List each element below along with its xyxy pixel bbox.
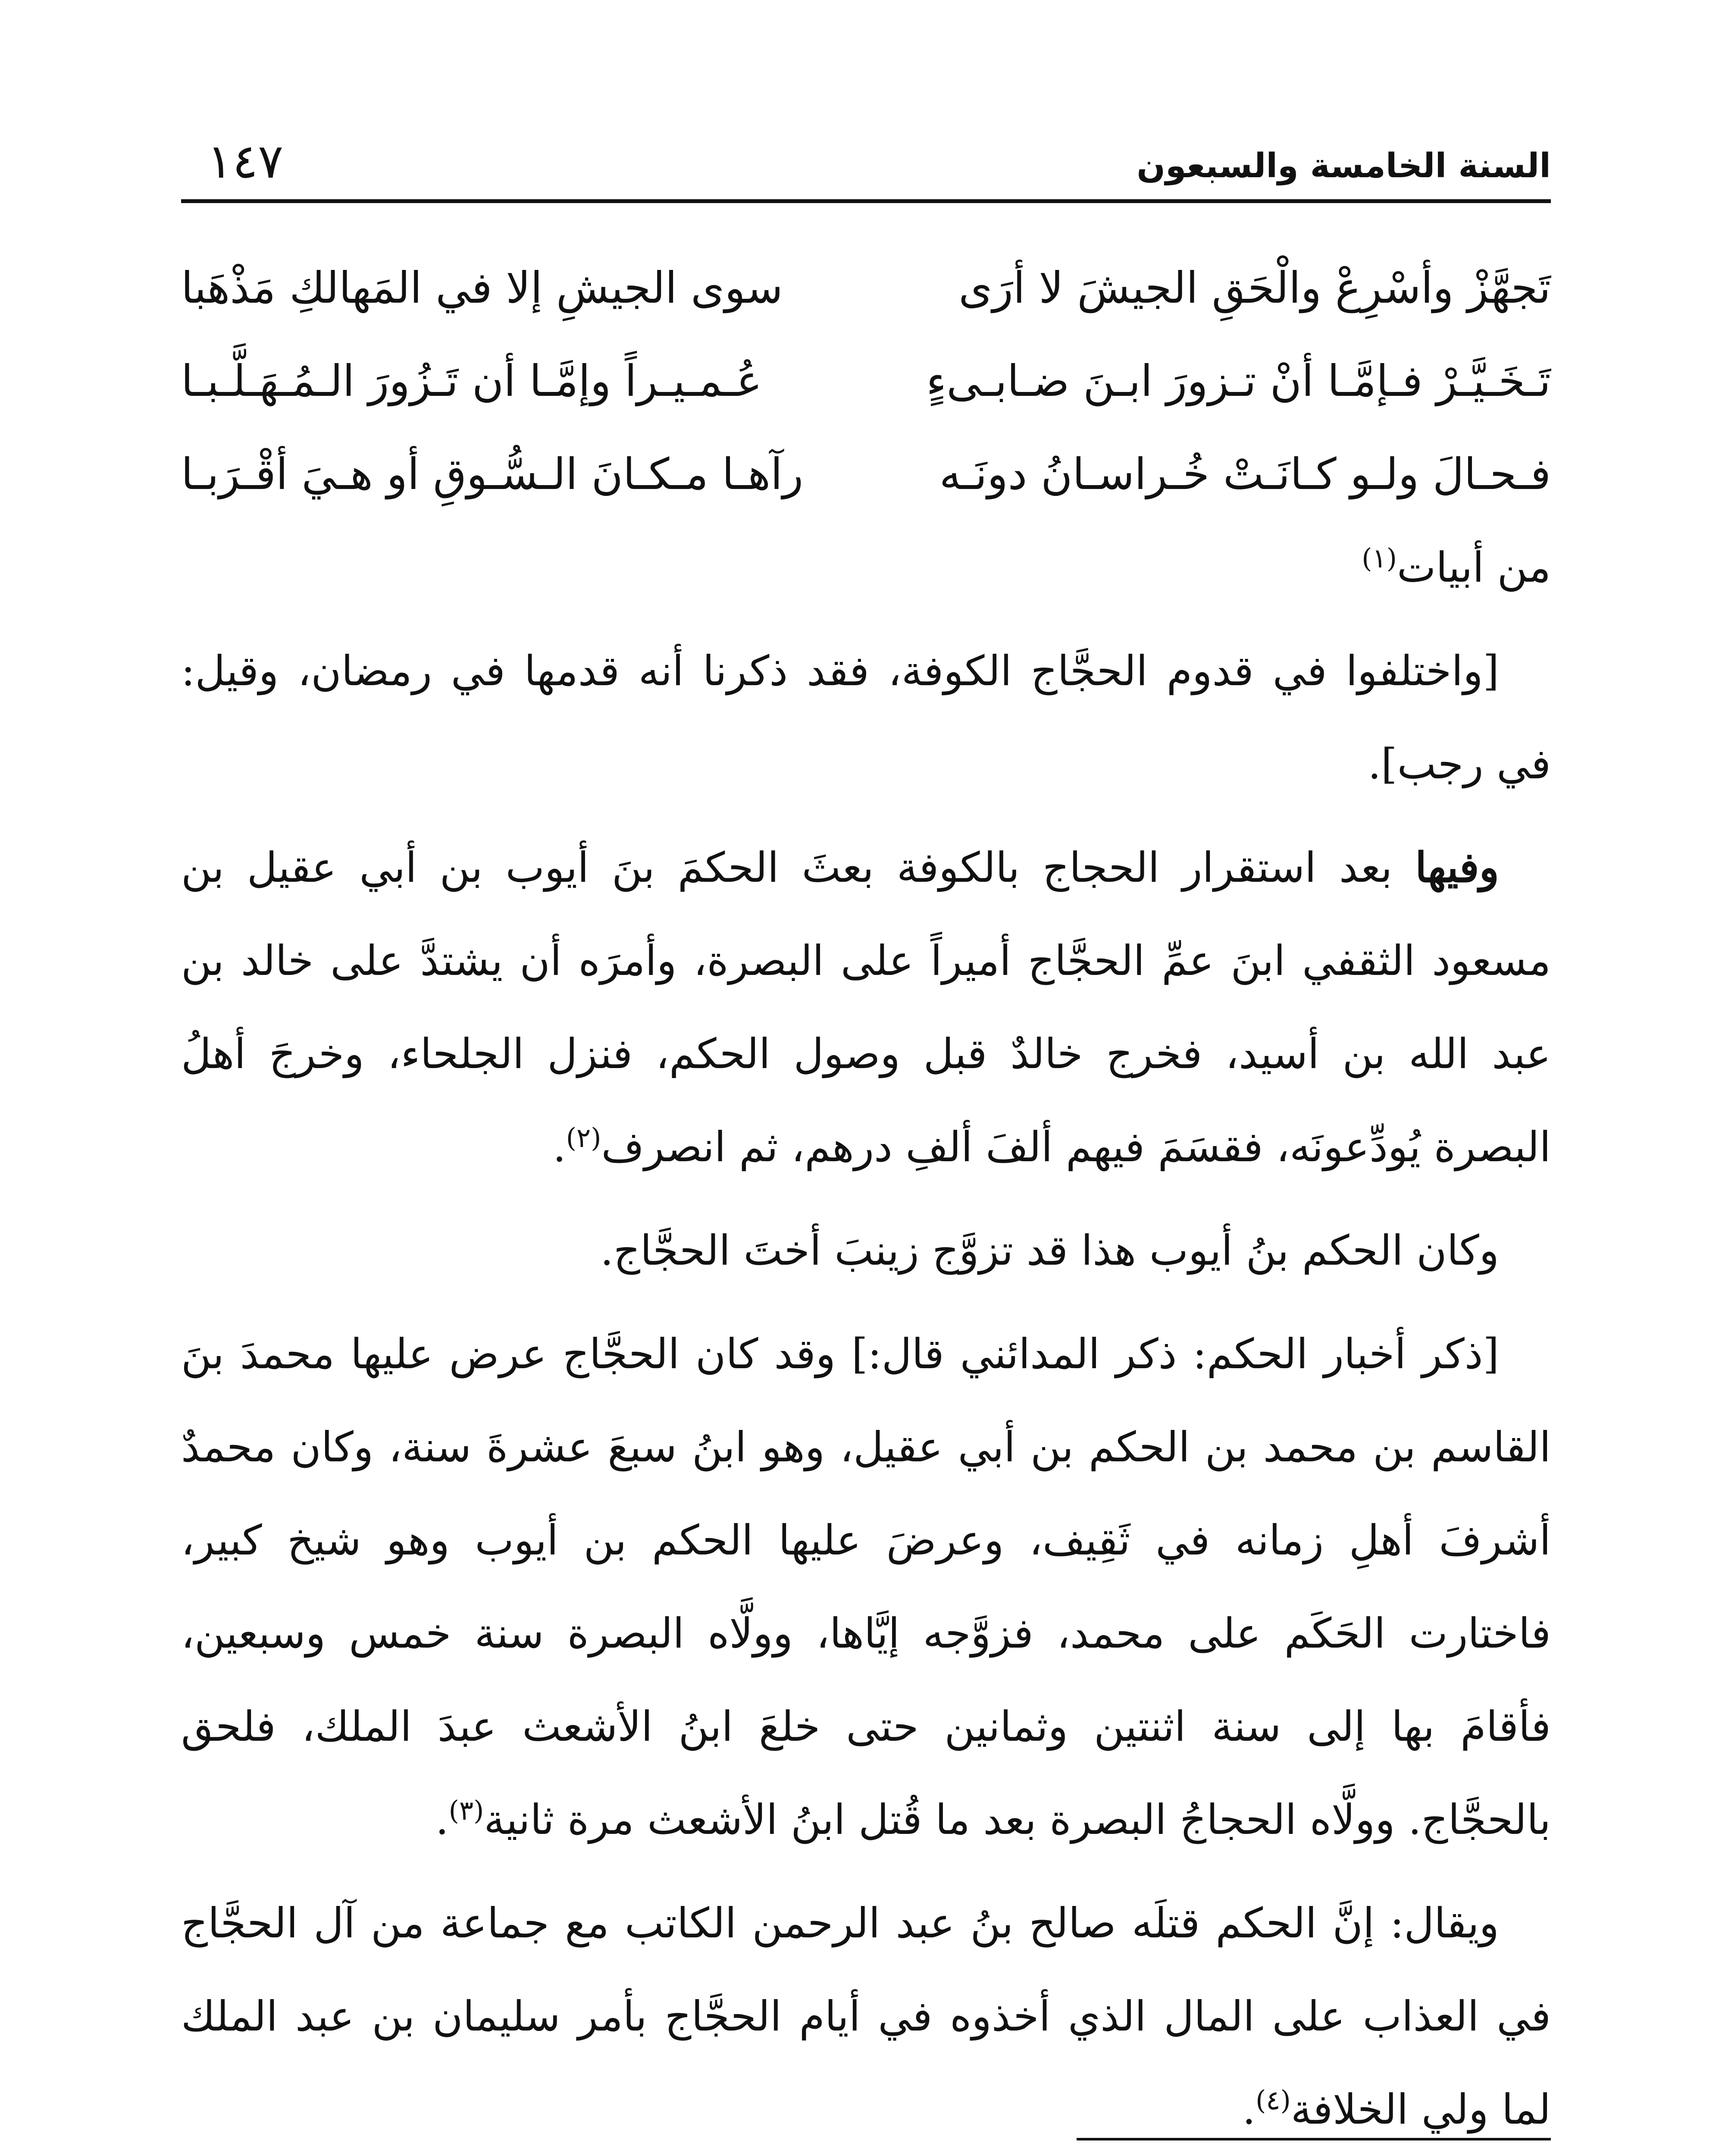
header-rule bbox=[181, 199, 1551, 203]
poem bbox=[181, 241, 1551, 614]
poem-source bbox=[181, 521, 1551, 614]
hemistich-second: رآهـا مـكـانَ الـسُّـوقِ أو هـيَ أقْـرَبـا bbox=[181, 449, 804, 499]
running-title: السنة الخامسة والسبعون bbox=[1137, 147, 1551, 185]
poem-verse bbox=[181, 241, 1551, 335]
hemistich-first: فـحـالَ ولـو كـانَـتْ خُـراسـانُ دونَـه bbox=[939, 449, 1551, 499]
footnote-marker: (٢) bbox=[566, 1122, 601, 1153]
poem-verse bbox=[181, 335, 1551, 428]
paragraph bbox=[181, 1307, 1551, 1866]
paragraph-text: بعد استقرار الحجاج بالكوفة بعثَ الحكمَ بنَ أيوب بن أبي عقيل بن مسعود الثقفي ابنَ عمِّ الحجَّاج أميراً على البصرة، وأمرَه أن يشتدَّ على خالد بن عبد الله بن أسيد، فخرج خالدٌ قبل وصول الحكم، فنزل الجلحاء، وخرجَ أهلُ البصرة يُودِّعونَه، فقسَمَ فيهم ألفَ ألفِ درهم، ثم انصرف bbox=[181, 843, 1551, 1171]
page-header bbox=[181, 129, 1551, 203]
paragraph bbox=[181, 624, 1551, 811]
paragraph bbox=[181, 1877, 1551, 2156]
paragraph-tail: . bbox=[435, 1796, 449, 1844]
footnote-marker: (١) bbox=[1362, 542, 1397, 574]
poem-source-text: من أبيات bbox=[1397, 543, 1551, 592]
paragraph bbox=[181, 1204, 1551, 1297]
paragraph-tail: . bbox=[1242, 2085, 1256, 2134]
footnote-marker: (٣) bbox=[448, 1795, 484, 1826]
paragraph-tail: . bbox=[553, 1123, 566, 1171]
hemistich-second: سوى الجيشِ إلا في المَهالكِ مَذْهَبا bbox=[181, 263, 783, 313]
poem-verse bbox=[181, 428, 1551, 521]
main-text bbox=[181, 241, 1551, 2156]
paragraph-text: [ذكر أخبار الحكم: ذكر المدائني قال:] وقد كان الحجَّاج عرض عليها محمدَ بنَ القاسم بن محمد بن الحكم بن أبي عقيل، وهو ابنُ سبعَ عشرةَ سنة، وكان محمدٌ أشرفَ أهلِ زمانه في ثَقِيف، وعرضَ عليها الحكم بن أيوب وهو شيخ كبير، فاختارت الحَكَم على محمد، فزوَّجه إيَّاها، وولَّاه البصرة سنة خمس وسبعين، فأقامَ بها إلى سنة اثنتين وثمانين حتى خلعَ ابنُ الأشعث عبدَ الملك، فلحق بالحجَّاج. وولَّاه الحجاجُ البصرة بعد ما قُتل ابنُ الأشعث مرة ثانية bbox=[181, 1330, 1551, 1844]
hemistich-second: عُـمـيـراً وإمَّـا أن تَـزُورَ الـمُـهَـلَّـبـا bbox=[181, 356, 762, 406]
hemistich-first: تَجهَّزْ وأسْرِعْ والْحَقِ الجيشَ لا أرَى bbox=[958, 263, 1551, 313]
paragraph-text: ويقال: إنَّ الحكم قتلَه صالح بنُ عبد الرحمن الكاتب مع جماعة من آل الحجَّاج في العذاب على المال الذي أخذوه في أيام الحجَّاج بأمر سليمان بن عبد الملك لما ولي الخلافة bbox=[181, 1899, 1551, 2134]
paragraph-text: وكان الحكم بنُ أيوب هذا قد تزوَّج زينبَ أختَ الحجَّاج. bbox=[600, 1226, 1499, 1275]
paragraph-lead-word: وفيها bbox=[1415, 843, 1499, 892]
footnote-rule bbox=[1077, 2138, 1551, 2140]
paragraph bbox=[181, 821, 1551, 1194]
footnote-marker: (٤) bbox=[1256, 2084, 1291, 2116]
paragraph-text: [واختلفوا في قدوم الحجَّاج الكوفة، فقد ذكرنا أنه قدمها في رمضان، وقيل: في رجب]. bbox=[181, 647, 1551, 788]
page-number: ١٤٧ bbox=[207, 134, 284, 189]
hemistich-first: تَـخَـيَّـرْ فـإمَّـا أنْ تـزورَ ابـنَ ضـابـىءٍ bbox=[926, 356, 1551, 406]
